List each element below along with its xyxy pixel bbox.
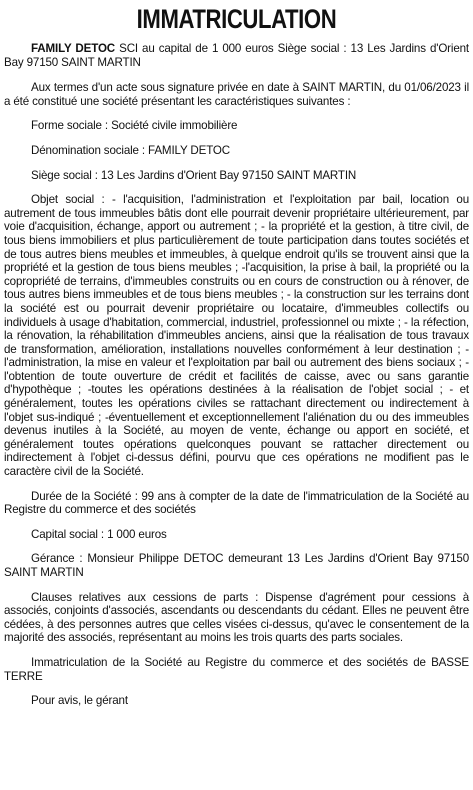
signature-line: Pour avis, le gérant <box>31 694 128 708</box>
capital-social: Capital social : 1 000 euros <box>31 527 167 541</box>
intro-paragraph <box>4 42 469 69</box>
immatriculation-rcs: Immatriculation de la Société au Registre du commerce et des sociétés de BASSE TERRE <box>4 655 469 683</box>
company-name: FAMILY DETOC <box>31 42 116 55</box>
clauses-cessions: Clauses relatives aux cessions de parts : Dispense d'agrément pour cessions à associés, conjoints d'associés, ascendants ou descendants du cédant. Elles ne peuvent être cédées, à des personnes autres que celles visées ci-dessus, qu'avec le consentement de la majorité des associés, représentant au moins les trois quarts des parts sociales. <box>4 590 469 645</box>
gerance: Gérance : Monsieur Philippe DETOC demeurant 13 Les Jardins d'Orient Bay 97150 SAINT MARTIN <box>4 552 469 579</box>
notice-title: IMMATRICULATION <box>136 4 337 34</box>
forme-sociale: Forme sociale : Société civile immobilière <box>31 119 238 133</box>
siege-social: Siège social : 13 Les Jardins d'Orient Bay 97150 SAINT MARTIN <box>31 168 357 182</box>
duree-societe: Durée de la Société : 99 ans à compter de la date de l'immatriculation de la Société au Registre du commerce et des sociétés <box>4 489 469 517</box>
objet-social: Objet social : - l'acquisition, l'administration et l'exploitation par bail, location ou autrement de tous immeubles bâtis dont elle pourrait devenir propriétaire ultérieurement, par voie d'acquisition, échange, apport ou autrement ; - la propriété et la gestion, à titre civil, de tous biens immobiliers et plus particulièrement de toute participation dans toutes sociétés et de tous autres biens meubles et immeubles, à quelque endroit qu'ils se trouvent ainsi que la propriété et la gestion de tous biens meubles ; -l'acquisition, la prise à bail, la propriété ou la copropriété de terrains, d'immeubles construits ou en cours de construction ou à rénover, de tous autres biens immeubles et de tous biens meubles ; - la construction sur les terrains dont la société est ou pourrait devenir propriétaire ou locataire, d'immeubles collectifs ou individuels à usage d'habitation, commercial, industriel, professionnel ou mixte ; - la réfection, la rénovation, la réhabilitation d'immeubles anciens, ainsi que la réalisation de tous travaux de transformation, amélioration, installations nouvelles conformément à leur destination ; -l'administration, la mise en valeur et l'exploitation par bail ou autrement des biens sociaux ; -l'obtention de toute ouverture de crédit et facilités de caisse, avec ou sans garantie d'hypothèque ; -toutes les opérations destinées à la réalisation de l'objet social ; - et généralement, toutes les opérations civiles se rattachant directement ou indirectement à l'objet sus-indiqué ; -éventuellement et exceptionnellement l'aliénation du ou des immeubles devenus inutiles à la Société, au moyen de vente, échange ou apport en société, et généralement toutes opérations quelconques pouvant se rattacher directement ou indirectement à l'objet ci-dessus défini, pourvu que ces opérations ne modifient pas le caractère civil de la Société. <box>4 193 469 479</box>
denomination-sociale: Dénomination sociale : FAMILY DETOC <box>31 143 231 157</box>
constitution-paragraph: Aux termes d'un acte sous signature privée en date à SAINT MARTIN, du 01/06/2023 il a été constitué une société présentant les caractéristiques suivantes : <box>4 81 469 108</box>
intro-details: SCI au capital de 1 000 euros Siège social : 13 Les Jardins d'Orient Bay 97150 SAINT MARTIN <box>4 42 469 69</box>
